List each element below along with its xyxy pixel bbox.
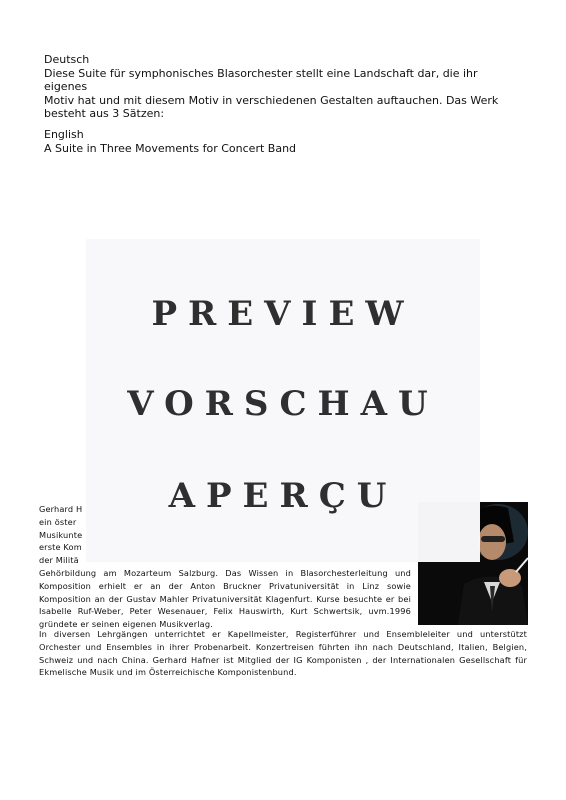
watermark-preview-text: PREVIEW	[151, 294, 415, 334]
german-heading: Deutsch	[44, 53, 90, 66]
biography-line: Musikunte	[39, 529, 83, 540]
watermark-apercu-text: APERÇU	[168, 476, 398, 516]
biography-line: erste Kom	[39, 542, 82, 553]
biography-paragraph-2: In diversen Lehrgängen unterrichtet er Kapellmeister, Registerführer und Ensembleleiter und unterstützt Orchester und Ensembles in ihrer Probenarbeit. Konzertreisen führten ihn nach Deutschland, Italien, Belgien, Schweiz und nach China. Gerhard Hafner ist Mitglied der IG Komponisten , der Internationalen Gesellschaft für Ekmelische Musik und im Österreichische Komponistenbund.	[39, 629, 527, 678]
english-heading: English	[44, 128, 84, 141]
biography-line: ein öster	[39, 516, 77, 527]
german-section	[44, 53, 514, 121]
watermark-vorschau-text: VORSCHAU	[127, 384, 439, 424]
english-section	[44, 128, 514, 155]
english-description: A Suite in Three Movements for Concert Band	[44, 141, 297, 155]
biography-line: Gerhard H	[39, 504, 83, 514]
german-description: Diese Suite für symphonisches Blasorchester stellt eine Landschaft dar, die ihr eigenes Motiv hat und mit diesem Motiv in verschiedenen Gestalten auftauchen. Das Werk besteht aus 3 Sätzen:	[44, 66, 499, 120]
biography-text: Gehörbildung am Mozarteum Salzburg. Das Wissen in Blasorchesterleitung und Komposition erhielt er an der Anton Bruckner Privatuniversität in Linz sowie Komposition an der Gustav Mahler Privatuniversität Klagenfurt. Kurse besuchte er bei Isabelle Ruf-Weber, Peter Wesenauer, Felix Hauswirth, Kurt Schwertsik, uvm.1996 gründete er seinen eigenen Musikverlag.	[39, 567, 411, 630]
biography-line: der Militä	[39, 555, 79, 566]
